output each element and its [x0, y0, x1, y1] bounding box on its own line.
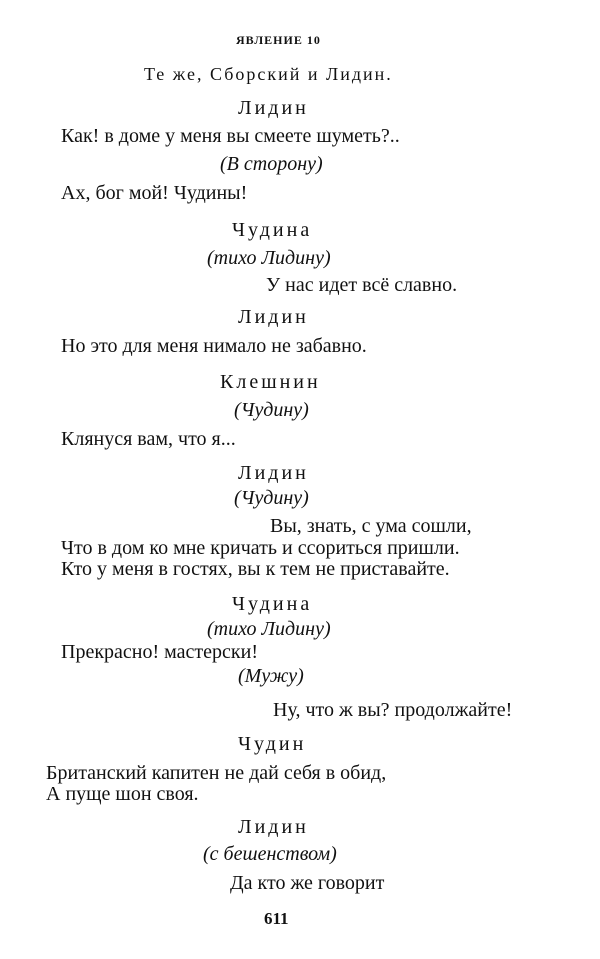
verse-line: А пуще шон своя. — [46, 783, 199, 805]
speaker-name: Чудин — [238, 733, 307, 755]
verse-line: Как! в доме у меня вы смеете шуметь?.. — [61, 125, 400, 147]
stage-note: Те же, Сборский и Лидин. — [144, 64, 393, 84]
speaker-name: Чудина — [232, 219, 313, 241]
verse-line: Ах, бог мой! Чудины! — [61, 182, 248, 204]
stage-direction: (В сторону) — [220, 153, 323, 175]
verse-line: Кто у меня в гостях, вы к тем не приставайте. — [61, 558, 450, 580]
speaker-name: Лидин — [238, 462, 309, 484]
stage-direction: (тихо Лидину) — [207, 247, 331, 269]
verse-line: Клянуся вам, что я... — [61, 428, 236, 450]
stage-direction: (Чудину) — [234, 487, 309, 509]
speaker-name: Лидин — [238, 816, 309, 838]
stage-direction: (Чудину) — [234, 399, 309, 421]
stage-direction: (Мужу) — [238, 665, 304, 687]
speaker-name: Лидин — [238, 97, 309, 119]
speaker-name: Чудина — [232, 593, 313, 615]
verse-line: У нас идет всё славно. — [266, 274, 458, 296]
speaker-name: Лидин — [238, 306, 309, 328]
verse-line: Британский капитен не дай себя в обид, — [46, 762, 387, 784]
page-number: 611 — [264, 909, 289, 928]
stage-direction: (с бешенством) — [203, 843, 337, 865]
verse-line: Что в дом ко мне кричать и ссориться пришли. — [61, 537, 460, 559]
verse-line: Ну, что ж вы? продолжайте! — [273, 699, 513, 721]
verse-line: Да кто же говорит — [230, 872, 385, 894]
stage-direction: (тихо Лидину) — [207, 618, 331, 640]
verse-line: Прекрасно! мастерски! — [61, 641, 259, 663]
verse-line: Вы, знать, с ума сошли, — [270, 515, 472, 537]
verse-line: Но это для меня нимало не забавно. — [61, 335, 367, 357]
scene-heading: ЯВЛЕНИЕ 10 — [236, 33, 321, 47]
speaker-name: Клешнин — [220, 371, 321, 393]
